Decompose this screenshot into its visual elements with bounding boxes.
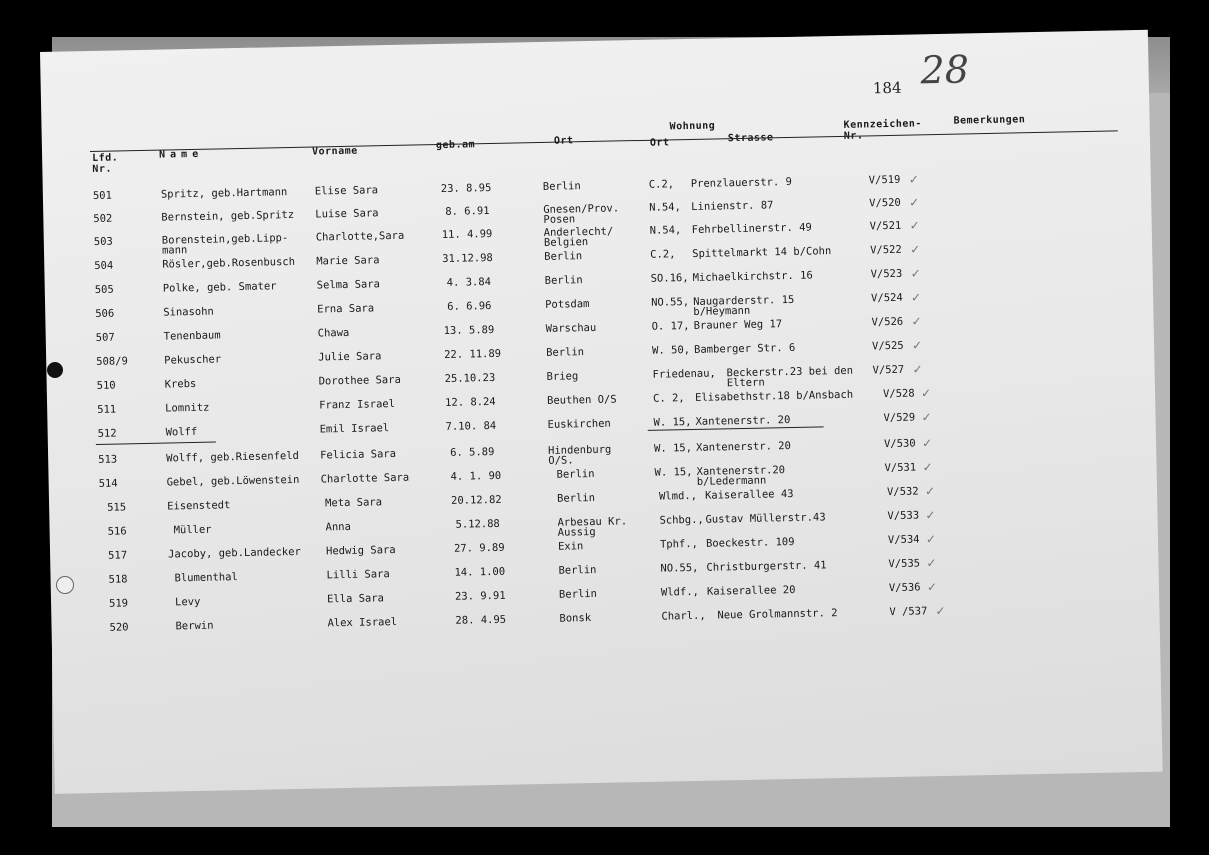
cell-wohnort: SO.16, (650, 272, 689, 285)
cell-strasse: Bamberger Str. 6 (693, 341, 796, 356)
cell-geb: 6. 5.89 (450, 445, 495, 459)
cell-vorname: Marie Sara (316, 254, 380, 268)
cell-kennzeichen: V/525 (871, 339, 904, 353)
cell-vorname: Charlotte,Sara (315, 229, 405, 244)
cell-vorname: Emil Israel (319, 422, 390, 436)
cell-kennzeichen: V/528 (882, 387, 915, 401)
cell-name: Polke, geb. Smater (162, 280, 277, 295)
cell-nr: 505 (94, 283, 114, 296)
cell-ort: Euskirchen (547, 417, 611, 431)
cell-geb: 20.12.82 (450, 493, 502, 507)
header-kennzeichen: Kennzeichen-Nr. (843, 118, 922, 142)
cell-vorname: Julie Sara (318, 350, 382, 364)
cell-ort: Bonsk (559, 612, 592, 625)
check-mark-icon: ✓ (908, 172, 919, 187)
cell-ort: Berlin (558, 587, 598, 601)
cell-geb: 4. 3.84 (446, 275, 492, 289)
cell-strasse: Boeckestr. 109 (705, 535, 795, 550)
cell-wohnort: Tphf., (659, 537, 699, 551)
cell-ort: Berlin (556, 491, 596, 505)
cell-kennzeichen: V/529 (883, 411, 916, 425)
cell-wohnort: C.2, (650, 248, 676, 261)
cell-vorname: Charlotte Sara (320, 471, 410, 486)
cell-nr: 506 (95, 307, 115, 320)
cell-name: Gebel, geb.Löwenstein (166, 473, 300, 489)
cell-nr: 503 (93, 235, 113, 248)
cell-name: Blumenthal (174, 571, 238, 585)
cell-kennzeichen: V/526 (871, 315, 904, 329)
cell-wohnort: W. 50, (651, 344, 691, 357)
cell-vorname: Franz Israel (319, 397, 396, 412)
cell-strasse: Christburgerstr. 41 (706, 559, 827, 574)
cell-ort: Berlin (546, 346, 585, 359)
header-geb-am: geb.am (435, 139, 476, 152)
cell-geb: 23. 9.91 (454, 589, 506, 603)
cell-geb: 12. 8.24 (445, 395, 496, 409)
cell-kennzeichen: V/531 (884, 461, 917, 475)
header-vorname: Vorname (311, 145, 358, 158)
cell-strasse: Xantenerstr. 20 (695, 414, 791, 428)
cell-kennzeichen: V/535 (888, 557, 921, 571)
cell-wohnort: N.54, (649, 201, 681, 214)
cell-name: Bernstein, geb.Spritz (161, 208, 295, 224)
cell-strasse: Naugarderstr. 15 b/Heymann (693, 293, 795, 318)
cell-nr: 504 (94, 259, 114, 272)
cell-nr: 515 (107, 501, 127, 514)
cell-geb: 8. 6.91 (445, 205, 490, 218)
check-mark-icon: ✓ (910, 290, 922, 305)
check-mark-icon: ✓ (910, 242, 921, 257)
cell-ort: Berlin (558, 563, 597, 577)
cell-name: Levy (174, 595, 201, 609)
cell-name: Pekuscher (164, 353, 222, 367)
check-mark-icon: ✓ (910, 266, 921, 281)
cell-kennzeichen: V/533 (887, 509, 920, 523)
header-wohnung: Wohnung (669, 120, 716, 133)
cell-kennzeichen: V/532 (886, 485, 919, 499)
cell-vorname: Meta Sara (324, 496, 383, 510)
cell-kennzeichen: V/534 (887, 533, 920, 547)
cell-vorname: Luise Sara (315, 207, 379, 221)
cell-strasse: Prenzlauerstr. 9 (690, 175, 793, 190)
cell-kennzeichen: V/524 (870, 291, 903, 305)
cell-wohnort: NO.55, (660, 561, 699, 575)
cell-strasse: Spittelmarkt 14 b/Cohn (692, 245, 832, 260)
cell-ort: Berlin (556, 467, 595, 481)
header-strasse: Strasse (727, 132, 774, 145)
cell-name: Rösler,geb.Rosenbusch (162, 255, 296, 271)
cell-nr: 502 (93, 212, 113, 225)
cell-name: Wolff (165, 425, 198, 439)
cell-geb: 28. 4.95 (455, 613, 507, 627)
cell-nr: 507 (95, 331, 115, 344)
cell-nr: 518 (108, 573, 128, 586)
cell-name: Sinasohn (163, 305, 214, 319)
cell-name: Spritz, geb.Hartmann (160, 186, 288, 201)
cell-ort: Exin (557, 540, 584, 553)
cell-vorname: Alex Israel (327, 615, 398, 630)
header-wohnung-ort: Ort (649, 137, 670, 149)
cell-wohnort: N.54, (649, 224, 682, 237)
cell-name: Jacoby, geb.Landecker (167, 545, 301, 561)
check-mark-icon: ✓ (924, 484, 936, 499)
cell-vorname: Selma Sara (316, 278, 381, 292)
cell-kennzeichen: V/520 (869, 196, 901, 210)
cell-ort: Berlin (542, 180, 581, 193)
check-mark-icon: ✓ (925, 508, 936, 523)
cell-geb: 11. 4.99 (441, 227, 493, 241)
cell-name: Müller (173, 523, 212, 537)
header-name: Name (158, 148, 204, 161)
cell-ort: Arbesau Kr. Aussig (557, 515, 628, 539)
check-mark-icon: ✓ (935, 603, 946, 619)
cell-nr: 520 (109, 621, 129, 634)
cell-name: Eisenstedt (167, 499, 231, 513)
cell-ort: Anderlecht/ Belgien (543, 225, 614, 249)
page-number: 184 (872, 78, 902, 98)
cell-ort: Berlin (544, 250, 583, 263)
check-mark-icon: ✓ (912, 362, 923, 377)
cell-ort: Potsdam (545, 298, 590, 311)
cell-vorname: Chawa (317, 326, 350, 340)
cell-wohnort: NO.55, (651, 296, 690, 309)
cell-wohnort: Charl., (661, 609, 706, 623)
cell-nr: 508/9 (96, 355, 128, 368)
cell-ort: Hindenburg O/S. (547, 443, 612, 467)
cell-name: Krebs (164, 377, 197, 391)
cell-vorname: Erna Sara (317, 302, 375, 316)
cell-strasse: Gustav Müllerstr.43 (705, 511, 826, 526)
check-mark-icon: ✓ (926, 556, 937, 571)
check-mark-icon: ✓ (925, 532, 937, 547)
cell-ort: Warschau (545, 321, 597, 335)
cell-wohnort: C. 2, (652, 392, 685, 405)
check-mark-icon: ✓ (909, 218, 920, 233)
check-mark-icon: ✓ (911, 314, 922, 329)
check-mark-icon: ✓ (921, 410, 932, 425)
cell-vorname: Ella Sara (326, 592, 385, 606)
cell-nr: 501 (92, 189, 112, 202)
cell-nr: 511 (97, 403, 117, 416)
cell-strasse: Kaiserallee 43 (704, 487, 794, 502)
cell-nr: 510 (96, 379, 116, 392)
cell-strasse: Michaelkirchstr. 16 (692, 269, 813, 284)
cell-nr: 513 (98, 453, 118, 466)
header-bemerkungen: Bemerkungen (953, 114, 1026, 127)
cell-wohnort: W. 15, (653, 416, 692, 429)
cell-geb: 5.12.88 (455, 517, 500, 531)
cell-strasse: Xantenerstr.20 b/Ledermann (696, 464, 786, 488)
cell-kennzeichen: V/521 (869, 219, 902, 233)
cell-nr: 514 (98, 477, 118, 490)
cell-vorname: Lilli Sara (326, 568, 390, 582)
cell-vorname: Dorothee Sara (318, 373, 401, 388)
cell-geb: 14. 1.00 (454, 565, 506, 579)
cell-wohnort: Wlmd., (658, 489, 698, 503)
cell-name: Wolff, geb.Riesenfeld (166, 449, 300, 465)
cell-strasse: Neue Grolmannstr. 2 (717, 607, 838, 622)
cell-vorname: Anna (325, 520, 352, 534)
check-mark-icon: ✓ (922, 460, 933, 475)
cell-wohnort: C.2, (648, 178, 675, 191)
cell-wohnort: Wldf., (660, 585, 700, 599)
check-mark-icon: ✓ (920, 386, 932, 401)
header-rule (90, 130, 1118, 152)
page-number-handwritten: 28 (920, 47, 970, 93)
cell-kennzeichen: V /537 (889, 605, 928, 619)
cell-strasse: Linienstr. 87 (691, 199, 774, 213)
punch-hole (47, 362, 63, 378)
cell-strasse: Kaiserallee 20 (706, 583, 796, 598)
check-mark-icon: ✓ (909, 195, 920, 210)
cell-kennzeichen: V/523 (870, 267, 903, 281)
cell-wohnort: Schbg., (659, 513, 704, 527)
cell-geb: 13. 5.89 (443, 323, 495, 337)
cell-nr: 512 (97, 427, 117, 440)
cell-geb: 23. 8.95 (440, 181, 492, 195)
cell-vorname: Elise Sara (314, 184, 379, 198)
cell-geb: 31.12.98 (442, 251, 493, 265)
cell-wohnort: W. 15, (653, 441, 693, 455)
cell-ort: Gnesen/Prov. Posen (543, 202, 620, 226)
cell-wohnort: W. 15, (654, 465, 693, 479)
cell-geb: 25.10.23 (444, 371, 496, 385)
cell-ort: Beuthen O/S (546, 393, 617, 407)
cell-name: Berwin (175, 619, 214, 633)
cell-geb: 22. 11.89 (444, 347, 502, 361)
cell-name: Borenstein,geb.Lipp-mann (161, 232, 289, 257)
cell-strasse: Elisabethstr.18 b/Ansbach (694, 388, 854, 404)
cell-nr: 519 (108, 597, 129, 610)
cell-geb: 27. 9.89 (453, 541, 505, 555)
cell-kennzeichen: V/530 (883, 437, 916, 451)
cell-wohnort: O. 17, (651, 320, 690, 333)
check-mark-icon: ✓ (926, 580, 938, 595)
cell-ort: Berlin (544, 274, 583, 287)
cell-nr: 516 (107, 525, 127, 538)
cell-ort: Brieg (546, 370, 579, 383)
cell-strasse: Fehrbellinerstr. 49 (691, 221, 812, 236)
punch-hole (56, 576, 74, 594)
header-lfd-nr: Lfd. Nr. (92, 152, 119, 175)
cell-strasse: Xantenerstr. 20 (695, 440, 792, 454)
cell-strasse: Brauner Weg 17 (693, 318, 783, 332)
cell-vorname: Felicia Sara (320, 447, 397, 462)
cell-kennzeichen: V/527 (872, 363, 905, 377)
document-sheet (40, 30, 1163, 794)
cell-kennzeichen: V/519 (868, 173, 901, 187)
check-mark-icon: ✓ (921, 436, 933, 451)
cell-kennzeichen: V/536 (888, 581, 921, 595)
cell-vorname: Hedwig Sara (325, 543, 396, 558)
cell-wohnort: Friedenau, (652, 367, 716, 381)
cell-geb: 7.10. 84 (445, 419, 497, 433)
cell-nr: 517 (108, 549, 128, 562)
cell-kennzeichen: V/522 (870, 243, 902, 257)
cell-geb: 4. 1. 90 (450, 469, 502, 483)
check-mark-icon: ✓ (911, 338, 923, 353)
cell-name: Tenenbaum (163, 329, 221, 343)
cell-geb: 6. 6.96 (447, 299, 492, 313)
header-ort: Ort (553, 135, 574, 147)
cell-strasse: Beckerstr.23 bei den Eltern (726, 364, 854, 390)
cell-name: Lomnitz (165, 401, 210, 415)
